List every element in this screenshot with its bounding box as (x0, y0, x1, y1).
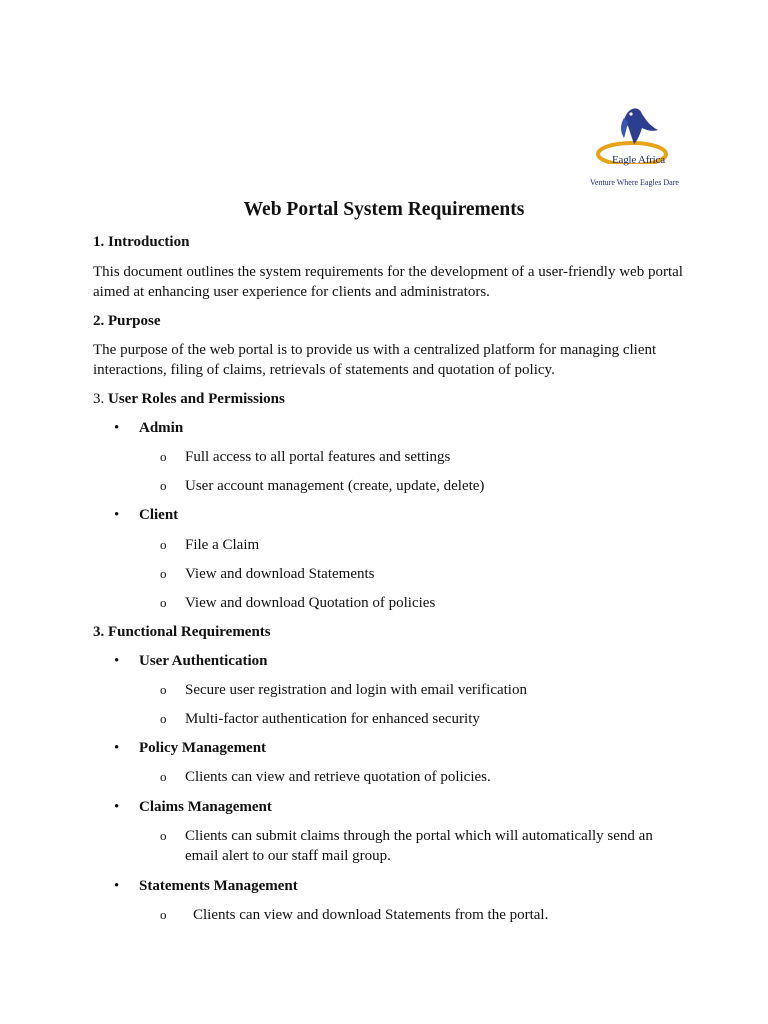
section-title: User Roles and Permissions (108, 391, 285, 407)
logo-brand-text: Eagle Africa (612, 154, 665, 166)
sub-bullet-marker: o (160, 478, 167, 493)
section-heading-user-roles (93, 389, 285, 409)
list-item: Full access to all portal features and settings (185, 449, 451, 465)
list-item: Clients can submit claims through the portal which will automatically send an email alert to our staff mail group. (185, 828, 653, 864)
section-heading-purpose: 2. Purpose (93, 313, 161, 329)
list-item: View and download Quotation of policies (185, 595, 436, 611)
logo-tagline: Venture Where Eagles Dare (590, 178, 679, 187)
bullet-marker: • (114, 653, 120, 669)
purpose-paragraph: The purpose of the web portal is to provide us with a centralized platform for managing client interactions, filing of claims, retrievals of statements and quotation of policy. (93, 342, 657, 378)
sub-bullet-marker: o (160, 537, 167, 552)
bullet-marker: • (114, 740, 120, 756)
requirement-claims-management: Claims Management (139, 799, 272, 815)
bullet-marker: • (114, 799, 120, 815)
requirement-policy-management: Policy Management (139, 740, 267, 756)
bullet-marker: • (114, 878, 120, 894)
sub-bullet-marker: o (160, 711, 167, 726)
bullet-marker: • (114, 507, 120, 523)
role-client: Client (139, 507, 179, 523)
section-heading-introduction: 1. Introduction (93, 234, 190, 250)
list-item: Secure user registration and login with email verification (185, 682, 527, 698)
requirement-user-authentication: User Authentication (139, 653, 268, 669)
introduction-paragraph: This document outlines the system requirements for the development of a user-friendly web portal aimed at enhancing user experience for clients and administrators. (93, 264, 683, 300)
sub-bullet-marker: o (160, 907, 167, 922)
sub-bullet-marker: o (160, 595, 167, 610)
list-item: File a Claim (185, 537, 260, 553)
list-item: Clients can view and retrieve quotation of policies. (185, 769, 491, 785)
role-admin: Admin (139, 420, 184, 436)
list-item: View and download Statements (185, 566, 375, 582)
list-item: Clients can view and download Statements from the portal. (193, 907, 549, 923)
list-item: User account management (create, update, delete) (185, 478, 485, 494)
document-title: Web Portal System Requirements (243, 199, 525, 220)
requirement-statements-management: Statements Management (139, 878, 298, 894)
sub-bullet-marker: o (160, 769, 167, 784)
eagle-africa-logo (590, 104, 679, 187)
section-number: 3. (93, 391, 108, 407)
bullet-marker: • (114, 420, 120, 436)
sub-bullet-marker: o (160, 828, 167, 843)
sub-bullet-marker: o (160, 566, 167, 581)
sub-bullet-marker: o (160, 682, 167, 697)
section-heading-functional-requirements: 3. Functional Requirements (93, 624, 271, 640)
sub-bullet-marker: o (160, 449, 167, 464)
list-item: Multi-factor authentication for enhanced security (185, 711, 480, 727)
